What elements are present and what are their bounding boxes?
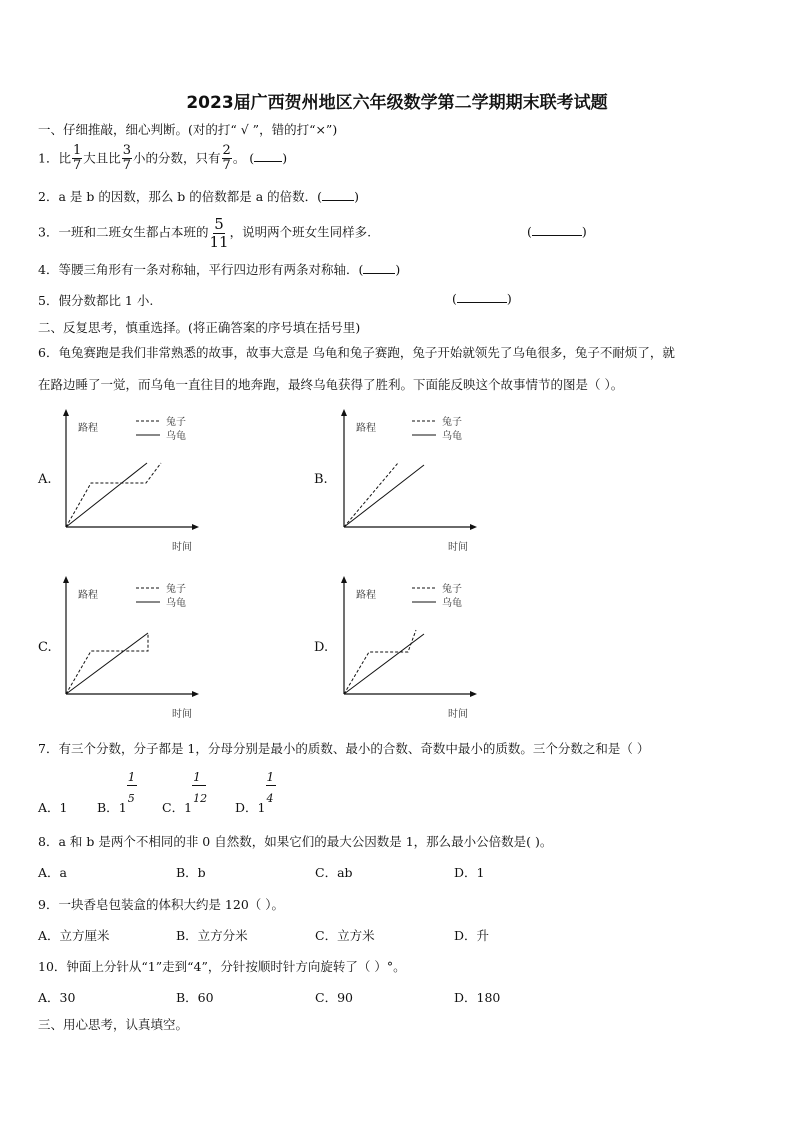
q7-option-d[interactable]: D．1 1 4 — [235, 770, 275, 815]
graph-b-label[interactable]: B. — [314, 472, 328, 487]
q1-answer-blank[interactable] — [254, 150, 282, 162]
x-axis-label: 时间 — [448, 709, 468, 720]
q10-option-d[interactable]: D．180 — [454, 990, 501, 1005]
q5-answer-blank[interactable] — [457, 291, 507, 303]
y-axis-label: 路程 — [356, 423, 376, 434]
question-3: 3．一班和二班女生都占本班的 $\frac{5}{11}$ ，说明两个班女生同样多. — [38, 215, 372, 251]
graph-d-label[interactable]: D. — [314, 640, 329, 655]
q4-answer-blank[interactable] — [363, 262, 395, 274]
q3-fraction: $\frac{5}{11}$ — [209, 215, 229, 251]
section3-heading: 三、用心思考，认真填空。 — [38, 1017, 189, 1032]
question-8: 8．a 和 b 是两个不相同的非 0 自然数，如果它们的最大公因数是 1，那么最小公倍数是( )。 — [38, 834, 553, 849]
turtle-path — [344, 634, 424, 694]
x-axis-arrow — [470, 691, 477, 697]
rabbit-path — [344, 463, 398, 527]
question-6-line2: 在路边睡了一觉，而乌龟一直往目的地奔跑，最终乌龟获得了胜利。下面能反映这个故事情节的图是（ ）。 — [38, 377, 624, 392]
q1-fraction-2: $\frac{3}{7}$ — [122, 143, 132, 174]
graph-d — [338, 572, 488, 722]
turtle-path — [66, 463, 147, 527]
q1-text-mid2: 小的分数，只有 — [133, 150, 221, 166]
graph-b — [338, 405, 488, 555]
graph-a — [60, 405, 210, 555]
section1-heading: 一、仔细推敲，细心判断。(对的打“ √ ”，错的打“×”) — [38, 122, 338, 137]
q1-text-mid1: 大且比 — [83, 150, 121, 166]
turtle-path — [344, 465, 424, 527]
q2-answer-blank[interactable] — [322, 189, 354, 201]
q8-option-d[interactable]: D．1 — [454, 865, 485, 880]
q9-option-c[interactable]: C．立方米 — [315, 928, 375, 943]
rabbit-path — [344, 630, 416, 694]
q9-option-d[interactable]: D．升 — [454, 928, 490, 943]
x-axis-arrow — [470, 524, 477, 530]
legend-turtle-label: 乌龟 — [166, 431, 186, 442]
rabbit-path — [66, 463, 161, 527]
q1-fraction-1: $\frac{1}{7}$ — [72, 143, 82, 174]
q7-option-a[interactable]: A．1 — [38, 800, 68, 815]
q8-option-c[interactable]: C．ab — [315, 865, 353, 880]
y-axis-label: 路程 — [78, 590, 98, 601]
y-axis-label: 路程 — [356, 590, 376, 601]
y-axis-arrow — [341, 576, 347, 583]
q7-option-c[interactable]: C．1 1 12 — [162, 770, 208, 815]
question-6-line1: 6．龟兔赛跑是我们非常熟悉的故事，故事大意是 乌龟和兔子赛跑，兔子开始就领先了乌龟很多，兔子不耐烦了，就 — [38, 345, 675, 360]
question-5: 5．假分数都比 1 小. — [38, 293, 154, 308]
q1-text-pre: 1．比 — [38, 150, 71, 166]
y-axis-arrow — [341, 409, 347, 416]
q10-option-c[interactable]: C．90 — [315, 990, 353, 1005]
q8-option-b[interactable]: B．b — [176, 865, 206, 880]
graph-c-label[interactable]: C. — [38, 640, 52, 655]
y-axis-arrow — [63, 409, 69, 416]
question-3-answer: ( ) — [527, 224, 587, 239]
q10-option-b[interactable]: B．60 — [176, 990, 214, 1005]
legend-rabbit-label: 兔子 — [442, 417, 462, 428]
q8-option-a[interactable]: A．a — [38, 865, 67, 880]
legend-turtle-label: 乌龟 — [442, 598, 462, 609]
x-axis-label: 时间 — [448, 542, 468, 553]
x-axis-label: 时间 — [172, 542, 192, 553]
legend-rabbit-label: 兔子 — [166, 584, 186, 595]
legend-rabbit-label: 兔子 — [442, 584, 462, 595]
graph-a-label[interactable]: A. — [38, 472, 52, 487]
question-5-answer: ( ) — [452, 291, 512, 306]
graph-c — [60, 572, 210, 722]
q9-option-b[interactable]: B．立方分米 — [176, 928, 248, 943]
question-2: 2．a 是 b 的因数，那么 b 的倍数都是 a 的倍数．( ) — [38, 189, 359, 204]
question-7: 7．有三个分数，分子都是 1，分母分别是最小的质数、最小的合数、奇数中最小的质数。三个分数之和是（ ） — [38, 741, 650, 756]
question-9: 9．一块香皂包装盒的体积大约是 120（ ）。 — [38, 897, 285, 912]
q1-fraction-3: $\frac{2}{7}$ — [222, 143, 231, 174]
y-axis-arrow — [63, 576, 69, 583]
legend-turtle-label: 乌龟 — [442, 431, 462, 442]
legend-rabbit-label: 兔子 — [166, 417, 186, 428]
page-title: 2023届广西贺州地区六年级数学第二学期期末联考试题 — [186, 93, 608, 113]
q10-option-a[interactable]: A．30 — [38, 990, 76, 1005]
q7-option-b[interactable]: B．1 1 5 — [97, 770, 136, 815]
question-1: 1．比 $\frac{1}{7}$ 大且比 $\frac{3}{7}$ 小的分数，只有 $\frac{2}{7}$ 。 ( ) — [38, 143, 288, 174]
q1-text-post: 。 ( — [232, 150, 255, 166]
question-10: 10．钟面上分针从“1”走到“4”，分针按顺时针方向旋转了（ ）°。 — [38, 959, 406, 974]
y-axis-label: 路程 — [78, 423, 98, 434]
section2-heading: 二、反复思考，慎重选择。(将正确答案的序号填在括号里) — [38, 320, 361, 335]
q9-option-a[interactable]: A．立方厘米 — [38, 928, 110, 943]
question-4: 4．等腰三角形有一条对称轴，平行四边形有两条对称轴．( ) — [38, 262, 401, 277]
x-axis-arrow — [192, 691, 199, 697]
x-axis-label: 时间 — [172, 709, 192, 720]
q3-answer-blank[interactable] — [532, 224, 582, 236]
x-axis-arrow — [192, 524, 199, 530]
legend-turtle-label: 乌龟 — [166, 598, 186, 609]
turtle-path — [66, 633, 148, 694]
